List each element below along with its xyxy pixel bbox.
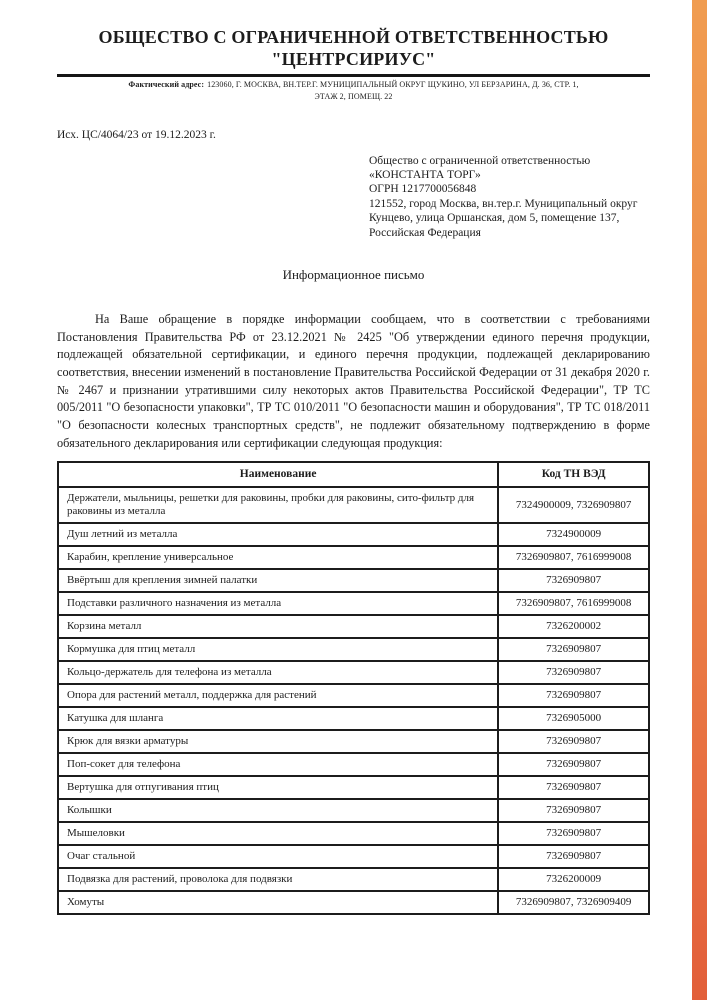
product-name-cell: Хомуты — [58, 891, 498, 914]
tnved-code-cell: 7326905000 — [498, 707, 649, 730]
table-row — [58, 845, 649, 868]
product-name-cell: Душ летний из металла — [58, 523, 498, 546]
address-line-2: ЭТАЖ 2, ПОМЕЩ. 22 — [314, 92, 393, 102]
tnved-code-cell: 7324900009, 7326909807 — [498, 487, 649, 523]
products-table-head — [58, 462, 649, 488]
product-name-cell: Ввёртыш для крепления зимней палатки — [58, 569, 498, 592]
table-row — [58, 638, 649, 661]
tnved-code-cell: 7326909807 — [498, 661, 649, 684]
tnved-code-cell: 7326200002 — [498, 615, 649, 638]
table-row — [58, 891, 649, 914]
recipient-line: 121552, город Москва, вн.тер.г. Муниципальный округ — [369, 197, 638, 210]
product-name-cell: Держатели, мыльницы, решетки для раковины, пробки для раковины, сито-фильтр для раковины из металла — [58, 487, 498, 523]
table-row — [58, 799, 649, 822]
recipient-line: ОГРН 1217700056848 — [369, 183, 477, 196]
table-row — [58, 661, 649, 684]
table-row — [58, 487, 649, 523]
recipient-block — [369, 154, 650, 240]
company-name-line2: "ЦЕНТРСИРИУС" — [271, 48, 436, 69]
product-name-cell: Подставки различного назначения из металла — [58, 592, 498, 615]
body-paragraph: На Ваше обращение в порядке информации сообщаем, что в соответствии с требованиями Постановления Правительства РФ от 23.12.2021 № 2425 "Об утверждении единого перечня продукции, подлежащей обязательной сертификации, и единого перечня продукции, подлежащей декларированию соответствия, внесении изменений в постановление Правительства Российской Федерации от 31 декабря 2020 г. № 2467 и признании утратившими силу некоторых актов Правительства Российской Федерации", ТР ТС 005/2011 "О безопасности упаковки", ТР ТС 010/2011 "О безопасности машин и оборудования", ТР ТС 018/2011 "О безопасности колесных транспортных средств", не подлежит обязательному подтверждению в форме обязательного декларирования или сертификации следующая продукция: — [57, 311, 650, 450]
tnved-code-cell: 7326909807, 7616999008 — [498, 546, 649, 569]
table-row — [58, 822, 649, 845]
tnved-code-cell: 7326909807 — [498, 845, 649, 868]
product-name-cell: Вертушка для отпугивания птиц — [58, 776, 498, 799]
table-row — [58, 523, 649, 546]
table-row — [58, 546, 649, 569]
product-name-cell: Опора для растений металл, поддержка для растений — [58, 684, 498, 707]
table-row — [58, 684, 649, 707]
letter-subject: Информационное письмо — [282, 266, 425, 282]
table-row — [58, 776, 649, 799]
company-name — [57, 27, 650, 71]
tnved-code-cell: 7324900009 — [498, 523, 649, 546]
tnved-code-cell: 7326909807, 7326909409 — [498, 891, 649, 914]
product-name-cell: Кормушка для птиц металл — [58, 638, 498, 661]
tnved-code-cell: 7326909807 — [498, 776, 649, 799]
letterhead — [57, 27, 650, 104]
recipient-line: Общество с ограниченной ответственностью — [369, 154, 591, 167]
product-name-cell: Мышеловки — [58, 822, 498, 845]
recipient-line: «КОНСТАНТА ТОРГ» — [369, 169, 481, 182]
product-name-cell: Катушка для шланга — [58, 707, 498, 730]
recipient-line: Кунцево, улица Оршанская, дом 5, помещение 137, — [369, 212, 620, 225]
product-name-cell: Подвязка для растений, проволока для подвязки — [58, 868, 498, 891]
product-name-header: Наименование — [58, 462, 498, 488]
tnved-code-cell: 7326909807 — [498, 822, 649, 845]
table-row — [58, 730, 649, 753]
product-name-cell: Кольцо-держатель для телефона из металла — [58, 661, 498, 684]
address-text: 123060, Г. МОСКВА, ВН.ТЕР.Г. МУНИЦИПАЛЬНЫЙ ОКРУГ ЩУКИНО, УЛ БЕРЗАРИНА, Д. 36, СТР. 1, — [207, 79, 579, 89]
tnved-code-cell: 7326909807 — [498, 753, 649, 776]
tnved-code-header: Код ТН ВЭД — [498, 462, 649, 488]
tnved-code-cell: 7326909807 — [498, 569, 649, 592]
products-table-body — [58, 487, 649, 913]
reference-number: Исх. ЦС/4064/23 от 19.12.2023 г. — [57, 128, 216, 141]
product-name-cell: Крюк для вязки арматуры — [58, 730, 498, 753]
products-table — [57, 461, 650, 915]
table-row — [58, 615, 649, 638]
table-row — [58, 753, 649, 776]
table-row — [58, 592, 649, 615]
address-label: Фактический адрес: — [128, 79, 205, 89]
address-line-1 — [57, 79, 650, 91]
company-name-line1: ОБЩЕСТВО С ОГРАНИЧЕННОЙ ОТВЕТСТВЕННОСТЬЮ — [98, 27, 609, 47]
product-name-cell: Корзина металл — [58, 615, 498, 638]
recipient-line: Российская Федерация — [369, 226, 481, 239]
tnved-code-cell: 7326909807, 7616999008 — [498, 592, 649, 615]
tnved-code-cell: 7326909807 — [498, 684, 649, 707]
tnved-code-cell: 7326909807 — [498, 730, 649, 753]
product-name-cell: Карабин, крепление универсальное — [58, 546, 498, 569]
tnved-code-cell: 7326909807 — [498, 638, 649, 661]
table-row — [58, 569, 649, 592]
tnved-code-cell: 7326909807 — [498, 799, 649, 822]
letterhead-address — [57, 79, 650, 104]
tnved-code-cell: 7326200009 — [498, 868, 649, 891]
table-row — [58, 868, 649, 891]
table-header-row — [58, 462, 649, 488]
table-row — [58, 707, 649, 730]
product-name-cell: Очаг стальной — [58, 845, 498, 868]
product-name-cell: Поп-сокет для телефона — [58, 753, 498, 776]
letterhead-divider — [57, 74, 650, 77]
product-name-cell: Колышки — [58, 799, 498, 822]
